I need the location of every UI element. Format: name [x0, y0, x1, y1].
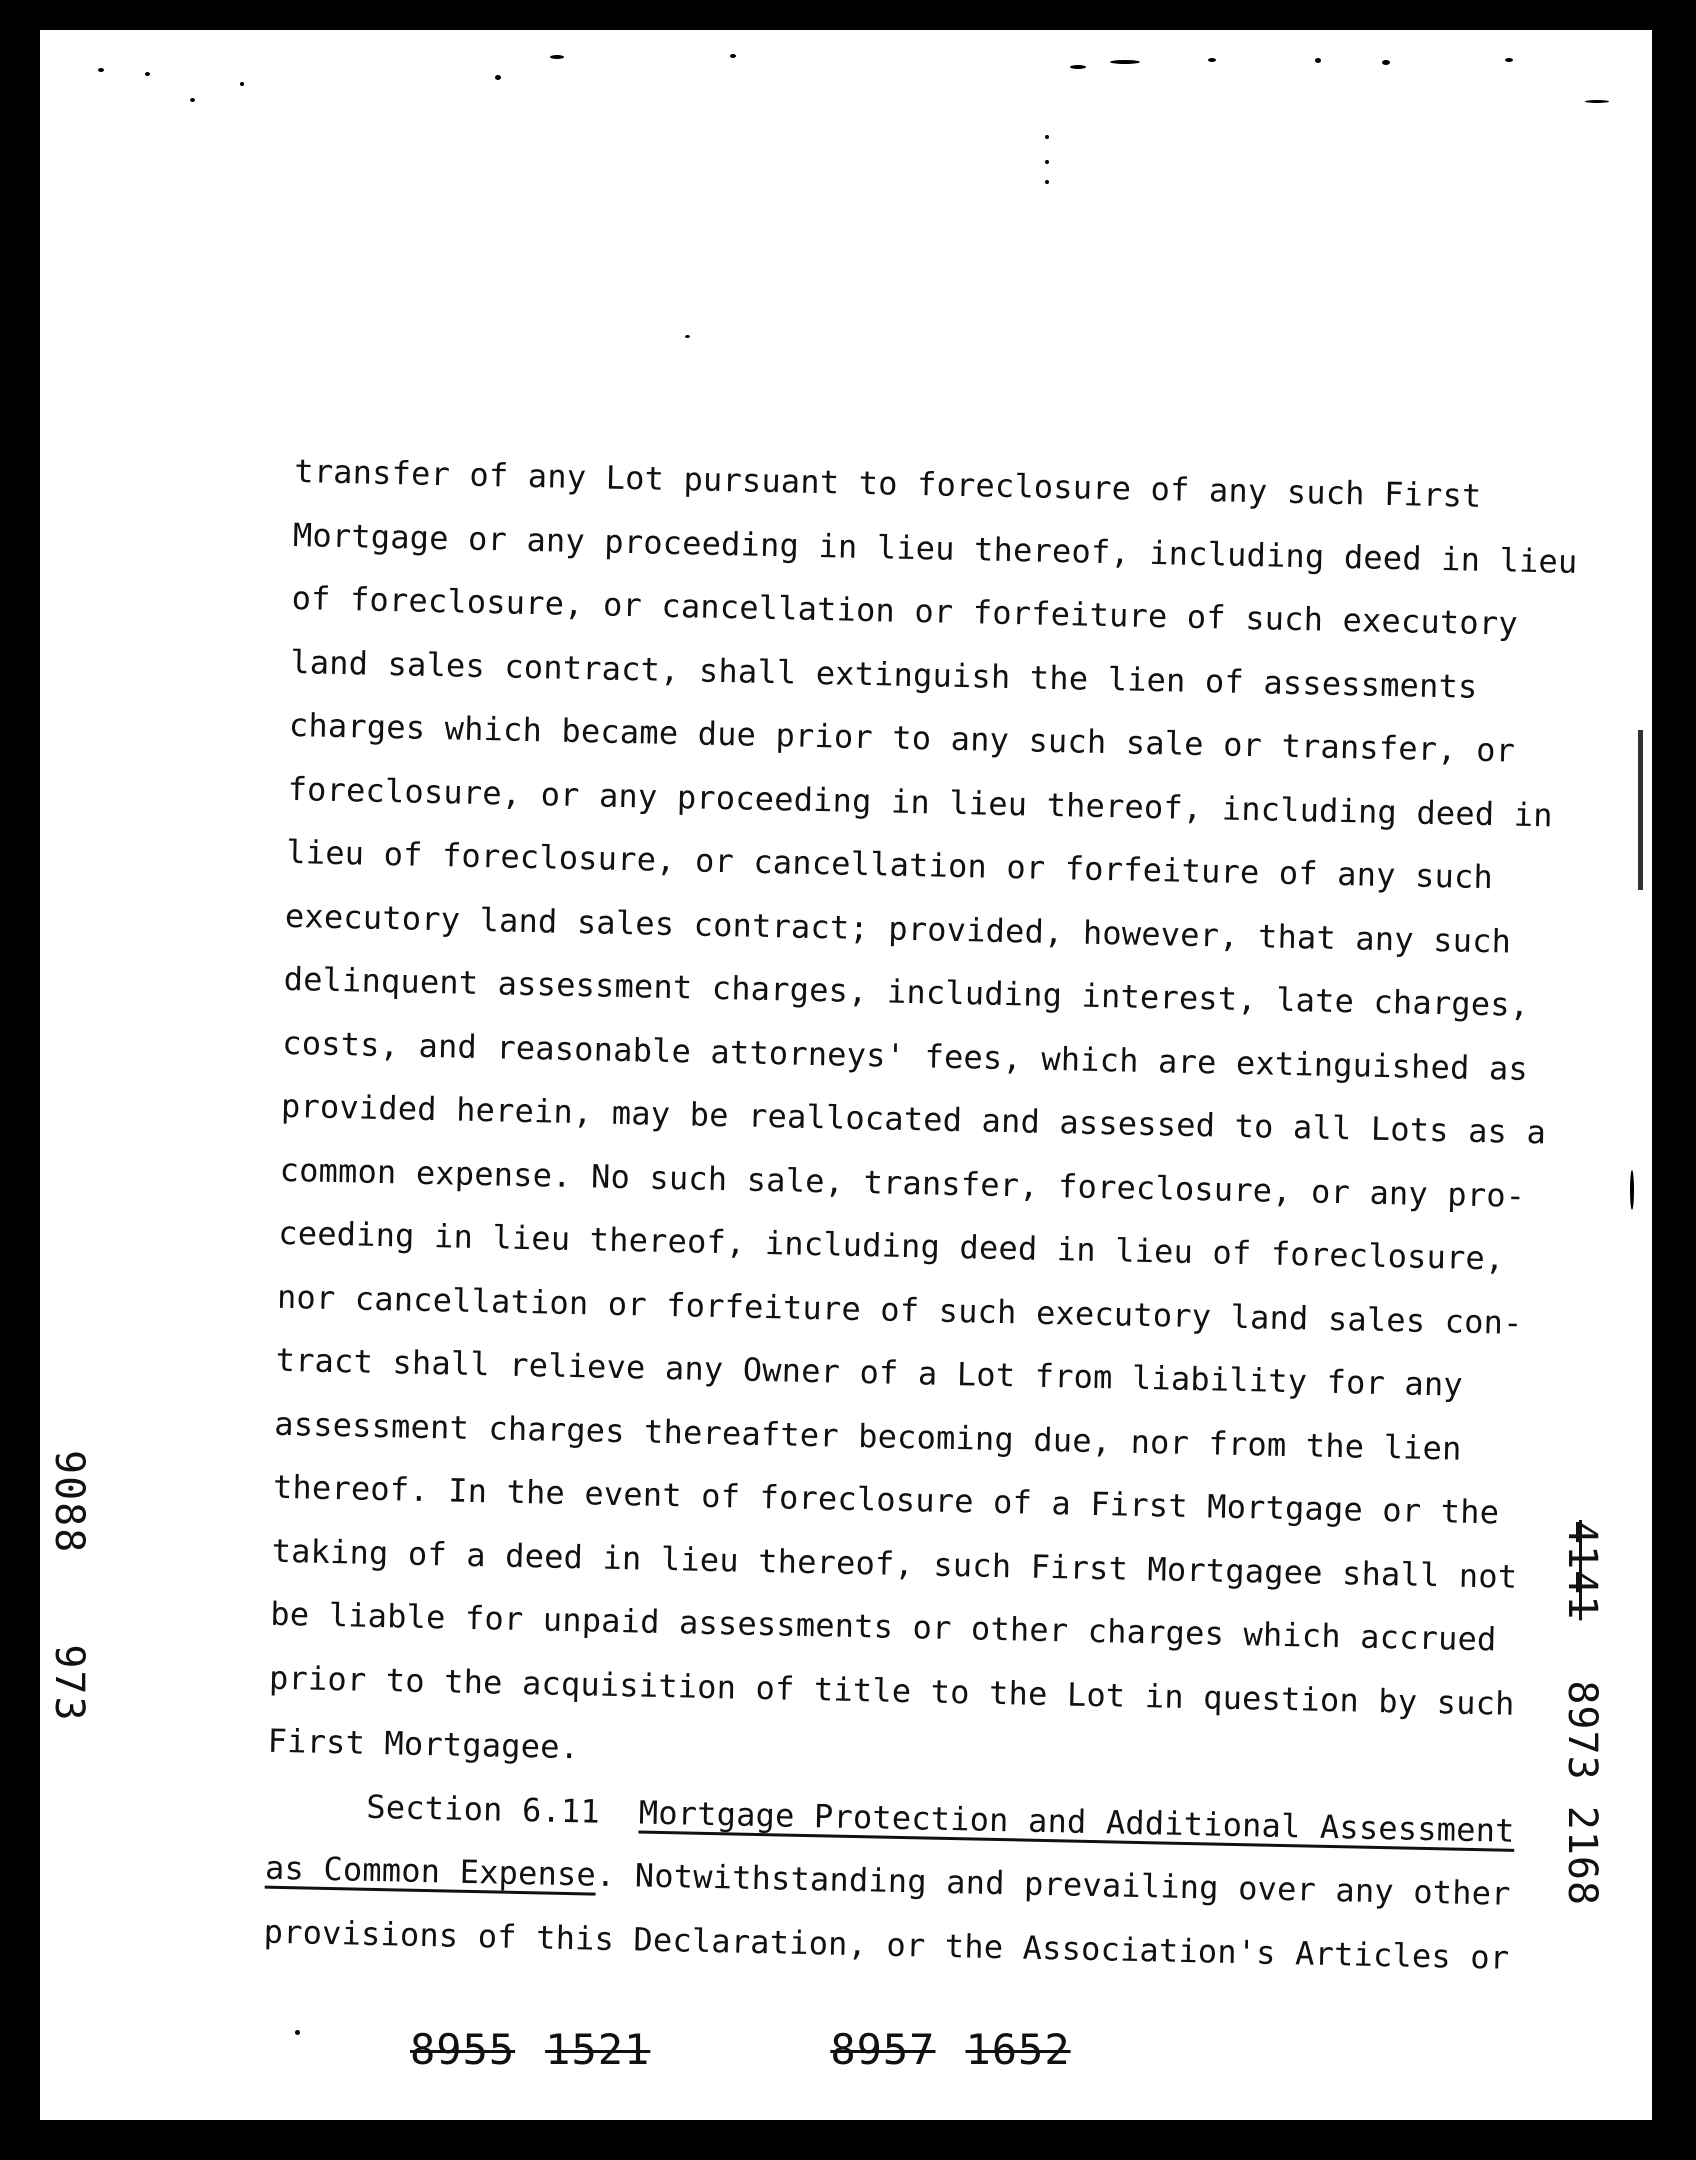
scan-speck: [1208, 58, 1216, 62]
scan-speck: [1315, 58, 1321, 63]
scan-speck: [685, 335, 690, 338]
body-line: nor cancellation or forfeiture of such executory land sales con-: [276, 1277, 1523, 1342]
scan-speck: [295, 2030, 300, 2035]
scan-speck: [1382, 60, 1390, 65]
section-title: Mortgage Protection and Additional Assessment: [638, 1793, 1516, 1850]
bottom-page-b: 1652: [965, 2025, 1071, 2074]
section-title-continued: as Common Expense: [264, 1848, 597, 1894]
section-body-line: provisions of this Declaration, or the Association's Articles or: [263, 1912, 1510, 1977]
scan-speck: [550, 55, 564, 59]
section-label: Section 6.11: [366, 1787, 601, 1831]
bottom-book-a: 8955: [410, 2025, 516, 2074]
left-margin-page: 973: [46, 1644, 92, 1723]
scan-speck: [98, 68, 104, 72]
body-line: ceeding in lieu thereof, including deed in lieu of foreclosure,: [277, 1213, 1505, 1278]
scan-speck: [1045, 160, 1049, 164]
scan-speck: [145, 72, 150, 76]
bottom-recording-numbers: [410, 2025, 1071, 2074]
body-line: foreclosure, or any proceeding in lieu thereof, including deed in: [287, 769, 1554, 834]
body-line: Mortgage or any proceeding in lieu thereof, including deed in lieu: [292, 515, 1578, 581]
scan-speck: [1110, 60, 1140, 64]
right-margin-page: 2168: [1559, 1805, 1605, 1907]
section-body-text: . Notwithstanding and prevailing over any other: [595, 1855, 1512, 1913]
scan-speck: [495, 75, 501, 80]
body-line: common expense. No such sale, transfer, foreclosure, or any pro-: [279, 1150, 1526, 1215]
bottom-page-a: 1521: [545, 2025, 651, 2074]
left-margin-recording-number: [46, 1450, 92, 1723]
scan-speck: [190, 98, 195, 102]
document-page: [40, 30, 1652, 2120]
scan-speck: [1045, 135, 1049, 139]
body-line: of foreclosure, or cancellation or forfeiture of such executory: [291, 578, 1519, 643]
right-margin-recording-number: [1559, 1520, 1605, 1906]
body-line: thereof. In the event of foreclosure of a First Mortgage or the: [272, 1467, 1500, 1532]
body-line: tract shall relieve any Owner of a Lot from liability for any: [275, 1340, 1464, 1404]
scan-speck: [730, 54, 736, 58]
body-line: delinquent assessment charges, including interest, late charges,: [283, 959, 1530, 1024]
body-line: executory land sales contract; provided, however, that any such: [284, 896, 1512, 961]
body-line: costs, and reasonable attorneys' fees, which are extinguished as: [281, 1023, 1529, 1088]
body-line: assessment charges thereafter becoming due, nor from the lien: [274, 1404, 1462, 1468]
body-line: be liable for unpaid assessments or other charges which accrued: [270, 1594, 1497, 1659]
right-margin-book: 8973: [1559, 1680, 1605, 1781]
scan-speck: [240, 82, 244, 86]
right-margin-struck-note: 4141: [1559, 1520, 1605, 1621]
bottom-book-b: 8957: [830, 2025, 936, 2074]
body-line: lieu of foreclosure, or cancellation or forfeiture of any such: [285, 832, 1494, 897]
scan-speck: [1070, 65, 1086, 69]
scan-speck: [1045, 180, 1049, 184]
body-line: transfer of any Lot pursuant to foreclosure of any such First: [293, 451, 1482, 515]
body-line: provided herein, may be reallocated and assessed to all Lots as a: [280, 1086, 1547, 1152]
body-line: First Mortgagee.: [267, 1721, 580, 1767]
body-line: taking of a deed in lieu thereof, such First Mortgagee shall not: [271, 1531, 1518, 1596]
body-line: charges which became due prior to any such sale or transfer, or: [288, 705, 1516, 770]
scan-speck: [1585, 100, 1609, 103]
scan-speck: [1505, 58, 1513, 62]
left-margin-book: 9088: [46, 1450, 92, 1555]
body-line: prior to the acquisition of title to the Lot in question by such: [268, 1658, 1516, 1723]
body-line: land sales contract, shall extinguish the lien of assessments: [289, 642, 1478, 706]
body-text: [263, 440, 1652, 1993]
